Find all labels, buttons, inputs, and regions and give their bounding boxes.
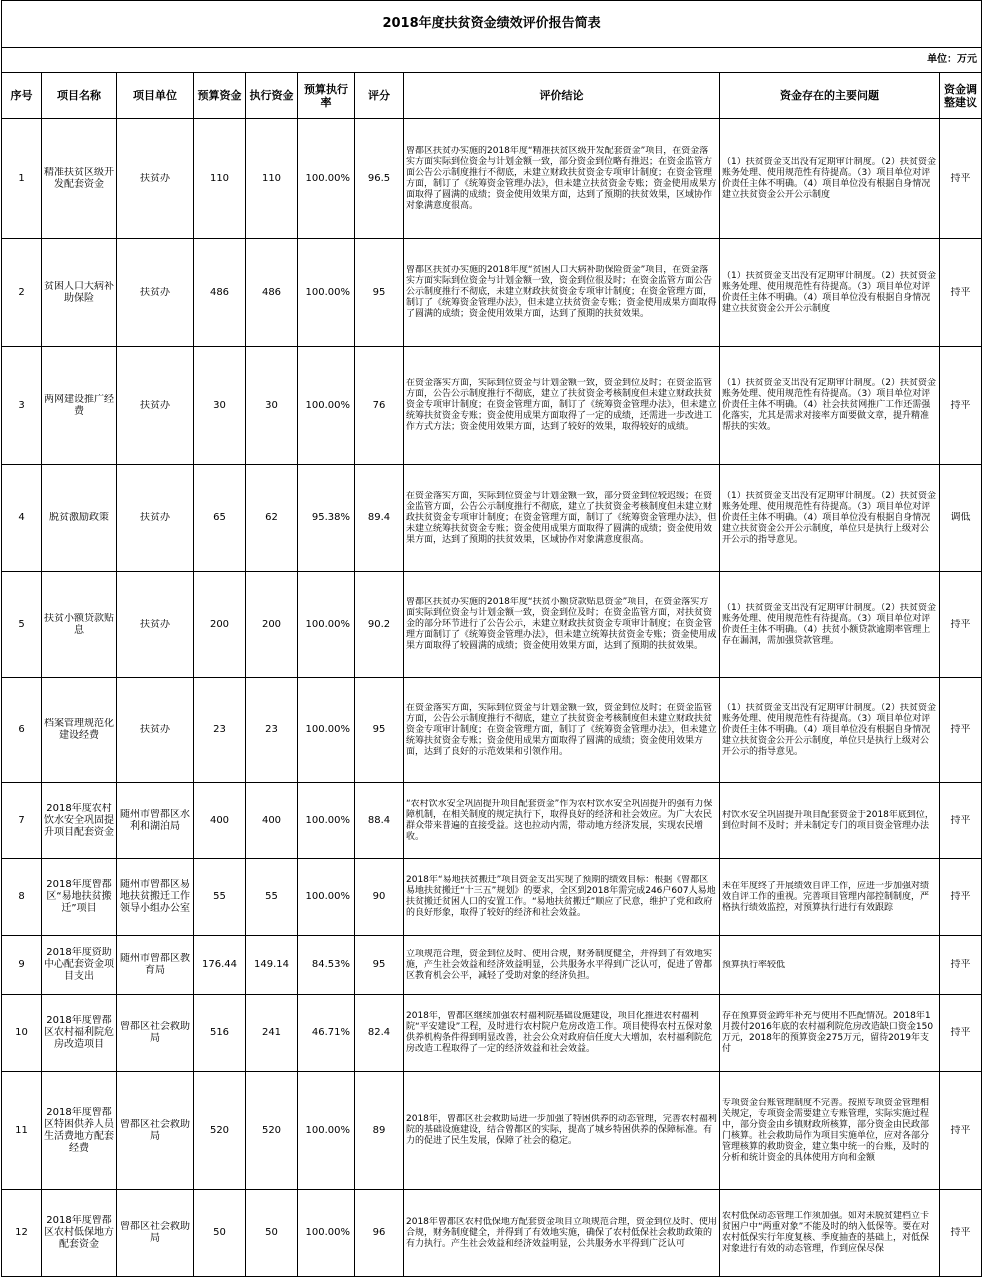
cell-rate	[298, 1190, 355, 1277]
cell-dept	[117, 859, 194, 936]
cell-adjust-text: 持平	[950, 172, 971, 184]
cell-adjust	[940, 859, 982, 936]
cell-no-text: 9	[18, 959, 25, 970]
cell-name	[42, 859, 117, 936]
cell-problems-text: 存在预算资金跨年补充与使用不匹配情况。2018年1月拨付2016年底的农村福利院危房改造缺口资金150万元，2018年的预算资金275万元，留待2019年支付	[722, 1011, 934, 1054]
cell-dept-text: 曾都区社会救助局	[120, 1221, 190, 1244]
cell-no-text: 6	[18, 724, 25, 735]
cell-adjust-text: 调低	[950, 512, 971, 523]
cell-dept	[117, 783, 194, 859]
cell-name-text: 2018年度曾都区特困供养人员生活费地方配套经费	[44, 1106, 114, 1154]
cell-budget	[194, 1072, 246, 1190]
cell-dept-text: 扶贫办	[140, 399, 170, 411]
cell-adjust	[940, 678, 982, 783]
cell-exec	[246, 783, 298, 859]
cell-dept-text: 随州市曾都区易地扶贫搬迁工作领导小组办公室	[120, 879, 190, 914]
cell-adjust-text: 持平	[950, 618, 971, 630]
cell-problems	[720, 347, 940, 465]
cell-problems-text: （1）扶贫资金支出没有定期审计制度。（2）扶贫资金账务处理、使用规范性有待提高。（3）项目单位对评价责任主体不明确。（4）扶贫小额贷款逾期率管理上存在漏洞，需加强贷款管理。	[722, 602, 936, 646]
cell-rate-text: 100.00%	[305, 172, 350, 184]
cell-name	[42, 783, 117, 859]
cell-problems	[720, 995, 940, 1072]
cell-no-text: 2	[18, 286, 25, 298]
cell-problems-text: 专项资金台账管理制度不完善。按照专项资金管理相关规定，专项资金需要建立专账管理，实际实施过程中，部分资金由乡镇财政所核算，部分资金由民政部门核算。社会救助局作为项目实施单位，应对各部分管理核算的救助资金，建立集中统一的台账，及时的分析和统计资金的具体使用方向和金额	[722, 1097, 930, 1163]
cell-score	[355, 572, 404, 678]
header-exec: 执行资金	[246, 73, 298, 119]
cell-exec	[246, 1190, 298, 1277]
cell-budget	[194, 995, 246, 1072]
cell-rate	[298, 465, 355, 572]
cell-adjust-text: 持平	[950, 1124, 971, 1136]
cell-name-text: 2018年度曾都区“易地扶贫搬迁”项目	[46, 879, 112, 914]
cell-no-text: 8	[18, 891, 25, 902]
cell-adjust	[940, 936, 982, 995]
cell-exec	[246, 936, 298, 995]
cell-no	[2, 936, 42, 995]
cell-dept	[117, 119, 194, 239]
cell-exec	[246, 119, 298, 239]
cell-budget-text: 520	[209, 1124, 230, 1136]
cell-no	[2, 1190, 42, 1277]
cell-exec-text: 200	[261, 618, 282, 630]
cell-score-text: 95	[372, 959, 386, 970]
cell-exec	[246, 1072, 298, 1190]
cell-budget-text: 200	[209, 618, 230, 630]
cell-no	[2, 1072, 42, 1190]
cell-rate-text: 100.00%	[305, 399, 350, 411]
cell-adjust	[940, 1190, 982, 1277]
cell-conclusion-text: 2018年，曾都区社会救助局进一步加强了特困供养的动态管理，完善农村福利院的基础设施建设，结合曾都区的实际，提高了城乡特困供养的保障标准。有力的促进了民生发展，保障了社会的稳定。	[406, 1114, 717, 1146]
cell-dept-text: 曾都区社会救助局	[120, 1021, 190, 1044]
table-row	[2, 678, 982, 783]
report-table	[1, 0, 982, 1277]
cell-score	[355, 465, 404, 572]
cell-budget-text: 516	[209, 1027, 230, 1038]
cell-rate-text: 95.38%	[311, 512, 350, 523]
cell-name	[42, 936, 117, 995]
cell-exec	[246, 859, 298, 936]
cell-problems	[720, 678, 940, 783]
cell-exec-text: 110	[261, 172, 282, 184]
cell-adjust	[940, 783, 982, 859]
cell-conclusion	[404, 465, 720, 572]
cell-score-text: 95	[372, 724, 386, 735]
cell-no	[2, 859, 42, 936]
cell-no-text: 1	[18, 172, 25, 184]
cell-conclusion	[404, 1072, 720, 1190]
header-row	[2, 73, 982, 119]
cell-dept	[117, 239, 194, 347]
cell-conclusion-text: 2018年曾都区农村低保地方配套资金项目立项规范合理，资金到位及时、使用合规，财务制度健全，并得到了有效地实施，确保了农村低保社会救助政策的有力执行。产生社会效益和经济效益明显，公共服务水平得到广泛认可	[406, 1216, 717, 1249]
cell-conclusion-text: 曾都区扶贫办实施的2018年度“精准扶贫区级开发配套资金”项目，在资金落实方面实际到位资金与计划金额一致，部分资金到位略有推迟；在资金监管方面公告公示制度推行不彻底，未建立财政扶贫资金专项审计制度；在资金管理方面，制订了《统筹资金管理办法》，但未建立扶贫资金专账；资金使用成果方面取得了圆满的成绩；资金使用效果方面，达到了预期的扶贫效果，区域协作对象满意度很高。	[406, 145, 717, 211]
cell-score	[355, 347, 404, 465]
header-adjust: 资金调整建议	[940, 73, 982, 119]
cell-conclusion	[404, 1190, 720, 1277]
cell-exec-text: 241	[261, 1027, 282, 1038]
cell-name	[42, 119, 117, 239]
cell-name-text: 档案管理规范化建设经费	[44, 718, 114, 741]
cell-adjust	[940, 1072, 982, 1190]
cell-score	[355, 1072, 404, 1190]
cell-conclusion	[404, 347, 720, 465]
cell-adjust	[940, 572, 982, 678]
cell-budget-text: 486	[209, 286, 230, 298]
cell-no-text: 12	[15, 1227, 28, 1238]
cell-conclusion-text: 立项规范合理，资金到位及时、使用合规，财务制度健全，并得到了有效地实施，产生社会效益和经济效益明显，公共服务水平得到广泛认可，促进了曾都区教育机会公平，减轻了受助对象的经济负担。	[406, 948, 713, 981]
cell-conclusion	[404, 995, 720, 1072]
cell-score	[355, 678, 404, 783]
cell-exec	[246, 347, 298, 465]
cell-adjust-text: 持平	[950, 724, 971, 735]
cell-conclusion	[404, 572, 720, 678]
cell-name	[42, 1190, 117, 1277]
cell-problems-text: （1）扶贫资金支出没有定期审计制度。（2）扶贫资金账务处理、使用规范性有待提高。（3）项目单位对评价责任主体不明确。（4）项目单位没有根据自身情况建立扶贫资金公开公示制度，单位只是执行上级对公开公示的指导意见。	[722, 490, 936, 545]
cell-problems	[720, 465, 940, 572]
cell-rate	[298, 678, 355, 783]
cell-rate	[298, 347, 355, 465]
cell-rate-text: 100.00%	[305, 891, 350, 902]
table-row	[2, 995, 982, 1072]
cell-rate-text: 100.00%	[305, 1227, 350, 1238]
cell-score-text: 76	[372, 399, 386, 411]
cell-budget-text: 110	[209, 172, 230, 184]
cell-score-text: 96.5	[367, 172, 391, 184]
cell-no-text: 7	[18, 814, 25, 826]
cell-name	[42, 1072, 117, 1190]
cell-dept-text: 扶贫办	[140, 724, 170, 735]
cell-rate	[298, 239, 355, 347]
cell-adjust-text: 持平	[950, 1227, 971, 1238]
cell-rate-text: 46.71%	[311, 1027, 350, 1038]
cell-dept	[117, 1190, 194, 1277]
cell-dept	[117, 995, 194, 1072]
cell-exec-text: 520	[261, 1124, 282, 1136]
cell-problems	[720, 1190, 940, 1277]
cell-name-text: 精准扶贫区级开发配套资金	[44, 166, 114, 190]
cell-budget	[194, 239, 246, 347]
cell-no	[2, 465, 42, 572]
cell-budget-text: 23	[213, 724, 226, 735]
cell-rate-text: 100.00%	[305, 814, 350, 826]
cell-conclusion	[404, 936, 720, 995]
header-score: 评分	[355, 73, 404, 119]
cell-rate	[298, 936, 355, 995]
cell-score	[355, 119, 404, 239]
cell-name-text: 贫困人口大病补助保险	[44, 280, 114, 304]
header-dept: 项目单位	[117, 73, 194, 119]
cell-rate-text: 100.00%	[305, 724, 350, 735]
cell-budget	[194, 572, 246, 678]
cell-problems	[720, 239, 940, 347]
cell-budget	[194, 678, 246, 783]
cell-dept	[117, 678, 194, 783]
cell-problems-text: 村饮水安全巩固提升项目配套资金于2018年底到位，到位时间不及时；并未制定专门的项目资金管理办法	[722, 809, 934, 831]
cell-score	[355, 936, 404, 995]
cell-name-text: 两网建设推广经费	[44, 393, 114, 417]
cell-budget-text: 176.44	[202, 959, 237, 970]
cell-conclusion	[404, 678, 720, 783]
cell-problems-text: 农村低保动态管理工作须加强。如对未脱贫建档立卡贫困户中“两重对象”不能及时的纳入低保等。要在对农村低保实行年度复核、季度抽查的基础上，对低保对象进行有效的动态管理，作到应保尽保	[722, 1211, 930, 1254]
cell-name-text: 扶贫小额贷款贴息	[44, 612, 114, 636]
cell-exec	[246, 239, 298, 347]
table-row	[2, 347, 982, 465]
table-row	[2, 936, 982, 995]
cell-budget-text: 400	[209, 814, 230, 826]
cell-conclusion-text: 在资金落实方面，实际到位资金与计划金额一致，资金到位及时；在资金监管方面，公告公示制度推行不彻底，建立了扶贫资金考核制度但未建立财政扶贫资金专项审计制度；在资金管理方面，制订了《统筹资金管理办法》，但未建立统筹扶贫资金专账；资金使用成果方面取得了一定的成绩，还需进一步改进工作方式方法；资金使用效果方面，达到了较好的效果，取得较好的成绩。	[406, 378, 717, 432]
cell-exec-text: 50	[265, 1227, 278, 1238]
cell-conclusion-text: 2018年“易地扶贫搬迁”项目资金支出实现了预期的绩效目标：根据《曾都区易地扶贫搬迁“十三五”规划》的要求，全区到2018年需完成246户607人易地扶贫搬迁贫困人口的安置工作。“易地扶贫搬迁”顺应了民意，维护了党和政府的良好形象，取得了较好的经济和社会效益。	[406, 875, 716, 918]
cell-name-text: 2018年度农村饮水安全巩固提升项目配套资金	[44, 802, 114, 838]
cell-name	[42, 347, 117, 465]
cell-adjust	[940, 995, 982, 1072]
cell-dept	[117, 347, 194, 465]
cell-conclusion	[404, 859, 720, 936]
cell-adjust	[940, 465, 982, 572]
header-no: 序号	[2, 73, 42, 119]
table-row	[2, 239, 982, 347]
cell-name	[42, 572, 117, 678]
cell-rate	[298, 572, 355, 678]
cell-adjust-text: 持平	[950, 814, 971, 826]
cell-score	[355, 995, 404, 1072]
cell-adjust-text: 持平	[950, 1027, 971, 1038]
cell-conclusion-text: 曾都区扶贫办实施的2018年度“贫困人口大病补助保险资金”项目，在资金落实方面实际到位资金与计划金额一致，资金到位很及时；在资金监管方面公告公示制度推行不彻底，未建立财政扶贫资金专项审计制度；在资金管理方面，制订了《统筹资金管理办法》，但未建立扶贫资金专账；资金使用成果方面取得了圆满的成绩；资金使用效果方面，达到了预期的扶贫效果。	[406, 265, 717, 319]
cell-rate-text: 100.00%	[305, 286, 350, 298]
cell-problems	[720, 1072, 940, 1190]
table-row	[2, 465, 982, 572]
cell-budget	[194, 119, 246, 239]
cell-dept	[117, 1072, 194, 1190]
cell-conclusion	[404, 783, 720, 859]
cell-budget	[194, 1190, 246, 1277]
cell-exec-text: 149.14	[254, 959, 289, 970]
cell-exec	[246, 995, 298, 1072]
cell-name-text: 2018年度曾都区农村低保地方配套资金	[44, 1215, 114, 1250]
cell-budget-text: 50	[213, 1227, 226, 1238]
header-budget: 预算资金	[194, 73, 246, 119]
cell-rate	[298, 783, 355, 859]
cell-dept-text: 扶贫办	[140, 172, 170, 184]
cell-adjust-text: 持平	[950, 286, 971, 298]
table-row	[2, 1072, 982, 1190]
cell-no	[2, 239, 42, 347]
cell-score-text: 82.4	[367, 1027, 391, 1038]
cell-problems-text: （1）扶贫资金支出没有定期审计制度。（2）扶贫资金账务处理、使用规范性有待提高。（3）项目单位对评价责任主体不明确。（4）项目单位没有根据自身情况建立扶贫资金公开公示制度	[722, 156, 936, 200]
cell-no	[2, 119, 42, 239]
cell-dept-text: 随州市曾都区水利和湖泊局	[120, 808, 190, 832]
cell-score-text: 89	[372, 1124, 386, 1136]
cell-no-text: 3	[18, 399, 25, 411]
cell-no	[2, 678, 42, 783]
cell-budget-text: 30	[213, 399, 226, 411]
cell-rate-text: 100.00%	[305, 618, 350, 630]
cell-score-text: 88.4	[367, 814, 391, 826]
cell-dept-text: 扶贫办	[140, 618, 170, 630]
cell-no	[2, 995, 42, 1072]
cell-dept-text: 曾都区社会救助局	[120, 1118, 190, 1142]
cell-no-text: 5	[18, 618, 25, 630]
cell-dept	[117, 465, 194, 572]
cell-budget-text: 55	[213, 891, 226, 902]
cell-problems-text: 预算执行率较低	[722, 959, 786, 970]
cell-score-text: 96	[372, 1227, 386, 1238]
header-problems: 资金存在的主要问题	[720, 73, 940, 119]
cell-no-text: 11	[15, 1124, 28, 1136]
cell-conclusion-text: 2018年，曾都区继续加强农村福利院基础设施建设，项目化推进农村福利院“平安建设”工程，及时进行农村院户危房改造工作。项目使得农村五保对象供养机构条件得到明显改善，社会公众对政府信任度大大增加，农村福利院危房改造工程取得了一定的经济效益和社会效益。	[406, 1011, 713, 1054]
cell-budget-text: 65	[213, 512, 226, 523]
cell-budget	[194, 859, 246, 936]
header-name: 项目名称	[42, 73, 117, 119]
cell-conclusion-text: 曾都区扶贫办实施的2018年度“扶贫小额贷款贴息资金”项目，在资金落实方面实际到位资金与计划金额一致，资金到位及时；在资金监管方面，对扶贫资金的部分环节进行了公告公示，未建立财政扶贫资金专项审计制度；在资金管理方面制订了《统筹资金管理办法》，但未建立统筹扶贫资金专账；资金使用成果方面取得了较圆满的成绩；资金使用效果方面，达到了预期的扶贫效果。	[406, 597, 717, 651]
cell-no	[2, 783, 42, 859]
cell-no-text: 4	[18, 512, 25, 523]
cell-exec-text: 400	[261, 814, 282, 826]
cell-exec	[246, 465, 298, 572]
cell-exec	[246, 572, 298, 678]
cell-score-text: 95	[372, 286, 386, 298]
cell-conclusion-text: 在资金落实方面，实际到位资金与计划金额一致，部分资金到位较迟缓；在资金监管方面，公告公示制度推行不彻底，建立了扶贫资金考核制度但未建立财政扶贫资金专项审计制度；在资金管理方面，制订了《统筹资金管理办法》，但未建立统筹扶贫资金专账；资金使用成果方面取得了圆满的成绩；资金使用效果方面，达到了预期的扶贫效果，区域协作对象满意度很高。	[406, 490, 717, 545]
cell-rate	[298, 859, 355, 936]
cell-name	[42, 678, 117, 783]
cell-problems	[720, 119, 940, 239]
cell-problems	[720, 783, 940, 859]
cell-name-text: 2018年度资助中心配套资金项目支出	[44, 947, 114, 982]
cell-problems	[720, 572, 940, 678]
report-title: 2018年度扶贫资金绩效评价报告简表	[2, 1, 982, 48]
cell-conclusion	[404, 119, 720, 239]
cell-conclusion-text: “农村饮水安全巩固提升项目配套资金”作为农村饮水安全巩固提升的强有力保障机制，在相关制度的规定执行下，取得良好的经济和社会效应。为广大农民群众带来普遍的直接受益。这也拉动内需，带动地方经济发展，实现农民增收。	[406, 798, 713, 842]
cell-adjust-text: 持平	[950, 891, 971, 902]
cell-score-text: 89.4	[367, 512, 391, 523]
header-conclusion: 评价结论	[404, 73, 720, 119]
cell-name	[42, 465, 117, 572]
cell-dept-text: 扶贫办	[140, 512, 170, 523]
table-row	[2, 783, 982, 859]
cell-rate-text: 100.00%	[305, 1124, 350, 1136]
cell-exec	[246, 678, 298, 783]
cell-no-text: 10	[15, 1027, 28, 1038]
cell-exec-text: 30	[265, 399, 278, 411]
cell-dept	[117, 936, 194, 995]
cell-no	[2, 572, 42, 678]
unit-label: 单位：万元	[2, 48, 982, 73]
header-rate: 预算执行率	[298, 73, 355, 119]
cell-problems	[720, 936, 940, 995]
cell-rate	[298, 119, 355, 239]
cell-adjust-text: 持平	[950, 959, 971, 970]
cell-rate-text: 84.53%	[311, 959, 350, 970]
cell-score	[355, 859, 404, 936]
cell-score	[355, 783, 404, 859]
cell-score-text: 90	[372, 891, 386, 902]
table-row	[2, 572, 982, 678]
table-row	[2, 119, 982, 239]
report-sheet	[1, 0, 981, 1277]
cell-budget	[194, 783, 246, 859]
cell-adjust	[940, 119, 982, 239]
cell-rate	[298, 1072, 355, 1190]
cell-problems-text: （1）扶贫资金支出没有定期审计制度。（2）扶贫资金账务处理、使用规范性有待提高。（3）项目单位对评价责任主体不明确。（4）社会扶贫网推广工作还需强化落实，尤其是需求对接率方面要做文章，提升精准帮扶的实效。	[722, 378, 936, 432]
cell-budget	[194, 936, 246, 995]
cell-score	[355, 1190, 404, 1277]
cell-dept-text: 扶贫办	[140, 286, 170, 298]
cell-name	[42, 995, 117, 1072]
table-row	[2, 1190, 982, 1277]
cell-adjust-text: 持平	[950, 399, 971, 411]
table-row	[2, 859, 982, 936]
cell-problems-text: （1）扶贫资金支出没有定期审计制度。（2）扶贫资金账务处理、使用规范性有待提高。（3）项目单位对评价责任主体不明确。（4）项目单位没有根据自身情况建立扶贫资金公开公示制度，单位只是执行上级对公开公示的指导意见。	[722, 702, 936, 757]
cell-name-text: 2018年度曾都区农村福利院危房改造项目	[44, 1015, 114, 1050]
cell-exec-text: 486	[261, 286, 282, 298]
cell-conclusion	[404, 239, 720, 347]
cell-name-text: 脱贫激励政策	[49, 512, 109, 523]
table-body	[2, 119, 982, 1277]
cell-adjust	[940, 347, 982, 465]
cell-budget	[194, 465, 246, 572]
cell-dept	[117, 572, 194, 678]
cell-name	[42, 239, 117, 347]
cell-exec-text: 55	[265, 891, 278, 902]
cell-rate	[298, 995, 355, 1072]
cell-exec-text: 62	[265, 512, 278, 523]
cell-no	[2, 347, 42, 465]
cell-adjust	[940, 239, 982, 347]
cell-problems-text: （1）扶贫资金支出没有定期审计制度。（2）扶贫资金账务处理、使用规范性有待提高。（3）项目单位对评价责任主体不明确。（4）项目单位没有根据自身情况建立扶贫资金公开公示制度	[722, 270, 936, 314]
cell-score-text: 90.2	[367, 618, 391, 630]
cell-problems	[720, 859, 940, 936]
cell-problems-text: 未在年度终了开展绩效自评工作，应进一步加强对绩效自评工作的重视。完善项目管理内部控制制度，严格执行绩效监控，对预算执行进行有效跟踪	[722, 880, 930, 913]
cell-budget	[194, 347, 246, 465]
cell-conclusion-text: 在资金落实方面，实际到位资金与计划金额一致，资金到位及时；在资金监管方面，公告公示制度推行不彻底，建立了扶贫资金考核制度但未建立财政扶贫资金专项审计制度；在资金管理方面，制订了《统筹资金管理办法》，但未建立统筹扶贫资金专账；资金使用成果方面取得了圆满的成绩；资金使用效果方面，达到了良好的示范效果和引领作用。	[406, 702, 717, 757]
cell-score	[355, 239, 404, 347]
cell-dept-text: 随州市曾都区教育局	[120, 953, 190, 976]
cell-exec-text: 23	[265, 724, 278, 735]
